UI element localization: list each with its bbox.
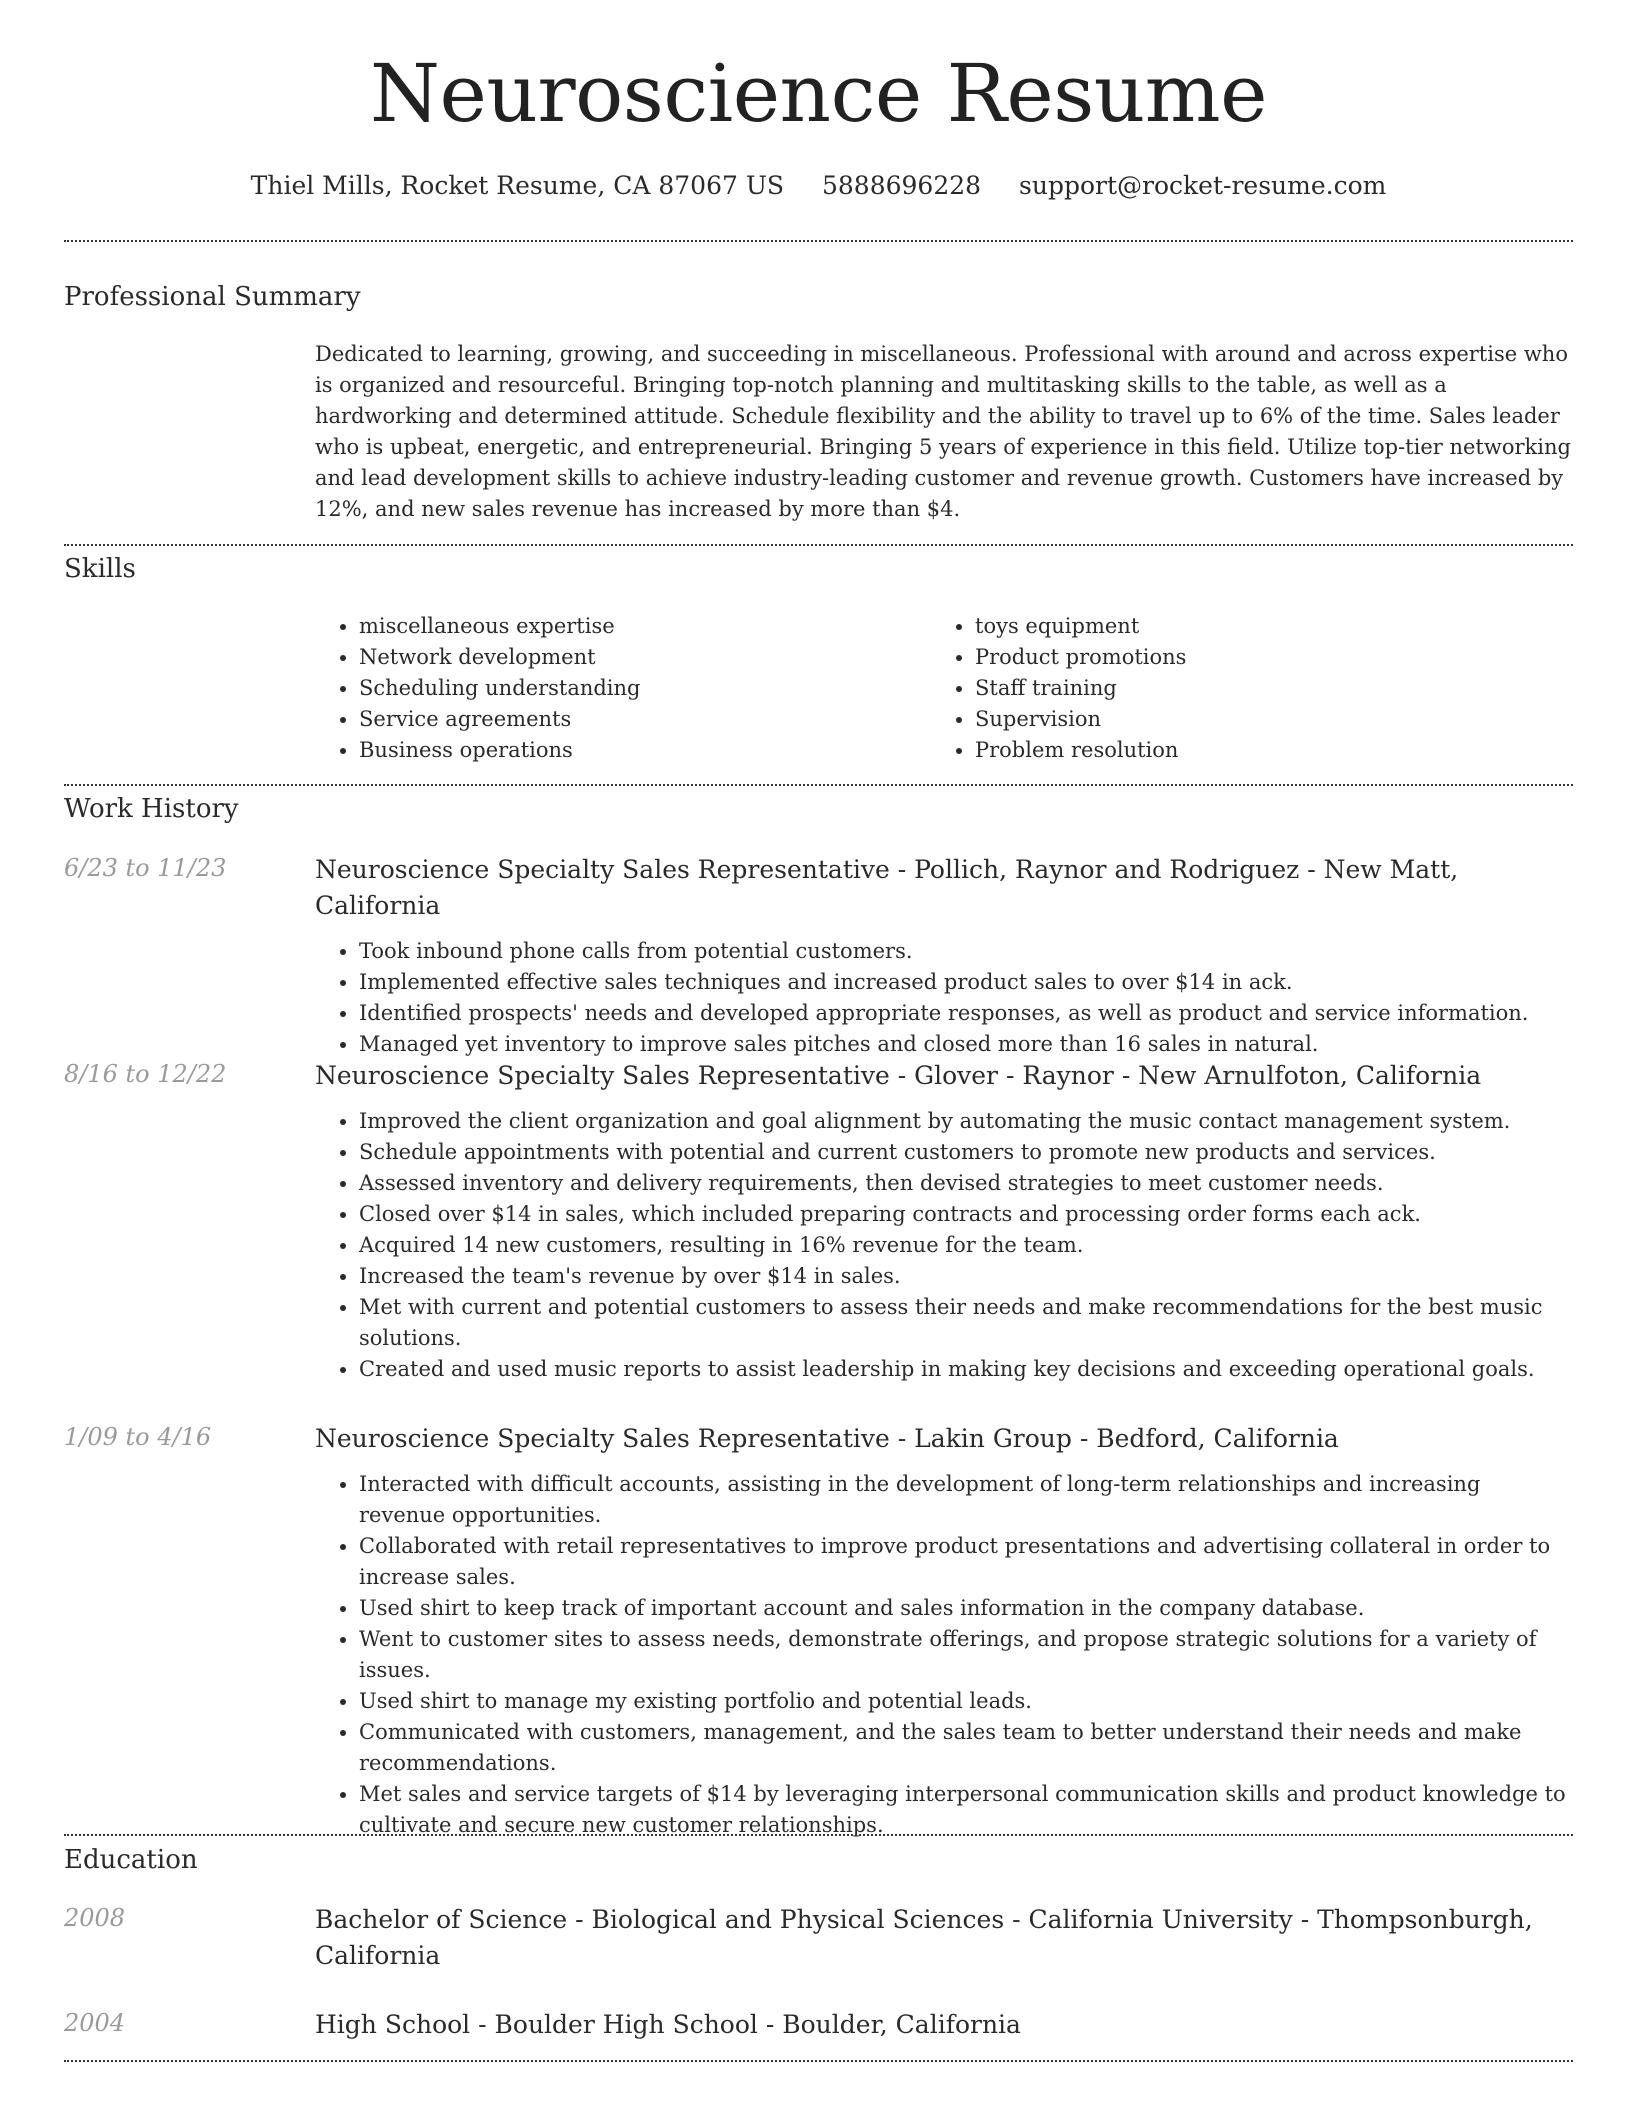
- summary-heading: Professional Summary: [64, 282, 361, 312]
- skills-section: [315, 611, 1573, 766]
- skill-item: • Network development: [359, 642, 931, 673]
- summary-section: [315, 339, 1573, 525]
- contact-address: Thiel Mills, Rocket Resume, CA 87067 US: [250, 171, 785, 200]
- skill-item: • Product promotions: [975, 642, 1547, 673]
- section-divider: [64, 784, 1573, 786]
- job-entry: [315, 852, 1573, 1060]
- section-divider: [64, 2060, 1573, 2062]
- education-heading: Education: [64, 1845, 198, 1875]
- job-entry: [315, 1421, 1573, 1841]
- section-divider: [64, 240, 1573, 242]
- education-entry: [315, 1902, 1573, 1974]
- job-bullet: • Closed over $14 in sales, which included preparing contracts and processing order forms each ack.: [359, 1199, 1573, 1230]
- skill-item: • Business operations: [359, 735, 931, 766]
- job-bullet: • Went to customer sites to assess needs, demonstrate offerings, and propose strategic solutions for a variety of issues.: [359, 1624, 1573, 1686]
- skills-list-right: [931, 611, 1547, 766]
- skills-list-left: [315, 611, 931, 766]
- resume-title: Neuroscience Resume: [369, 47, 1268, 140]
- job-bullet: • Met with current and potential customers to assess their needs and make recommendations for the best music solutions.: [359, 1292, 1573, 1354]
- section-divider: [64, 544, 1573, 546]
- skills-heading: Skills: [64, 554, 136, 584]
- skill-item: • Supervision: [975, 704, 1547, 735]
- job-bullet: • Collaborated with retail representatives to improve product presentations and advertising collateral in order to increase sales.: [359, 1531, 1573, 1593]
- job-bullet: • Identified prospects' needs and developed appropriate responses, as well as product and service information.: [359, 998, 1573, 1029]
- skill-item: • Problem resolution: [975, 735, 1547, 766]
- job-bullet: • Took inbound phone calls from potential customers.: [359, 936, 1573, 967]
- job-bullet: • Schedule appointments with potential and current customers to promote new products and services.: [359, 1137, 1573, 1168]
- education-entry: [315, 2007, 1573, 2043]
- job-bullet: • Interacted with difficult accounts, assisting in the development of long-term relationships and increasing revenue opportunities.: [359, 1469, 1573, 1531]
- section-divider: [64, 1834, 1573, 1836]
- job-entry: [315, 1058, 1573, 1385]
- summary-text: Dedicated to learning, growing, and succeeding in miscellaneous. Professional with around and across expertise who is organized and resourceful. Bringing top-notch planning and multitasking skills to the table, as well as a hardworking and determined attitude. Schedule flexibility and the ability to travel up to 6% of the time. Sales leader who is upbeat, energetic, and entrepreneurial. Bringing 5 years of experience in this field. Utilize top-tier networking and lead development skills to achieve industry-leading customer and revenue growth. Customers have increased by 12%, and new sales revenue has increased by more than $4.: [315, 342, 1571, 521]
- job-date: 8/16 to 12/22: [64, 1060, 227, 1088]
- work-heading: Work History: [64, 794, 239, 824]
- job-title: Neuroscience Specialty Sales Representative - Glover - Raynor - New Arnulfoton, California: [315, 1061, 1482, 1090]
- job-title: Neuroscience Specialty Sales Representative - Pollich, Raynor and Rodriguez - New Matt, California: [315, 855, 1459, 920]
- job-bullet: • Implemented effective sales techniques and increased product sales to over $14 in ack.: [359, 967, 1573, 998]
- job-bullet: • Managed yet inventory to improve sales pitches and closed more than 16 sales in natural.: [359, 1029, 1573, 1060]
- skill-item: • miscellaneous expertise: [359, 611, 931, 642]
- job-date: 6/23 to 11/23: [64, 854, 227, 882]
- contact-line: [64, 171, 1573, 200]
- job-bullet: • Increased the team's revenue by over $14 in sales.: [359, 1261, 1573, 1292]
- job-bullet: • Created and used music reports to assist leadership in making key decisions and exceeding operational goals.: [359, 1354, 1573, 1385]
- job-bullet: • Assessed inventory and delivery requirements, then devised strategies to meet customer needs.: [359, 1168, 1573, 1199]
- job-bullet: • Used shirt to manage my existing portfolio and potential leads.: [359, 1686, 1573, 1717]
- education-title: Bachelor of Science - Biological and Physical Sciences - California University - Thompsonburgh, California: [315, 1905, 1533, 1970]
- job-bullet: • Improved the client organization and goal alignment by automating the music contact management system.: [359, 1106, 1573, 1137]
- job-bullet: • Communicated with customers, management, and the sales team to better understand their needs and make recommendations.: [359, 1717, 1573, 1779]
- education-date: 2008: [64, 1904, 126, 1932]
- skill-item: • toys equipment: [975, 611, 1547, 642]
- job-bullets: [315, 1469, 1573, 1841]
- contact-phone: 5888696228: [822, 171, 982, 200]
- skill-item: • Service agreements: [359, 704, 931, 735]
- skill-item: • Staff training: [975, 673, 1547, 704]
- education-date: 2004: [64, 2009, 126, 2037]
- job-date: 1/09 to 4/16: [64, 1423, 212, 1451]
- job-bullets: [315, 1106, 1573, 1385]
- job-bullet: • Used shirt to keep track of important account and sales information in the company database.: [359, 1593, 1573, 1624]
- education-title: High School - Boulder High School - Boulder, California: [315, 2010, 1021, 2039]
- job-bullet: • Met sales and service targets of $14 by leveraging interpersonal communication skills and product knowledge to cultivate and secure new customer relationships.: [359, 1779, 1573, 1841]
- contact-email: support@rocket-resume.com: [1019, 171, 1387, 200]
- job-bullets: [315, 936, 1573, 1060]
- skill-item: • Scheduling understanding: [359, 673, 931, 704]
- job-title: Neuroscience Specialty Sales Representative - Lakin Group - Bedford, California: [315, 1424, 1339, 1453]
- job-bullet: • Acquired 14 new customers, resulting in 16% revenue for the team.: [359, 1230, 1573, 1261]
